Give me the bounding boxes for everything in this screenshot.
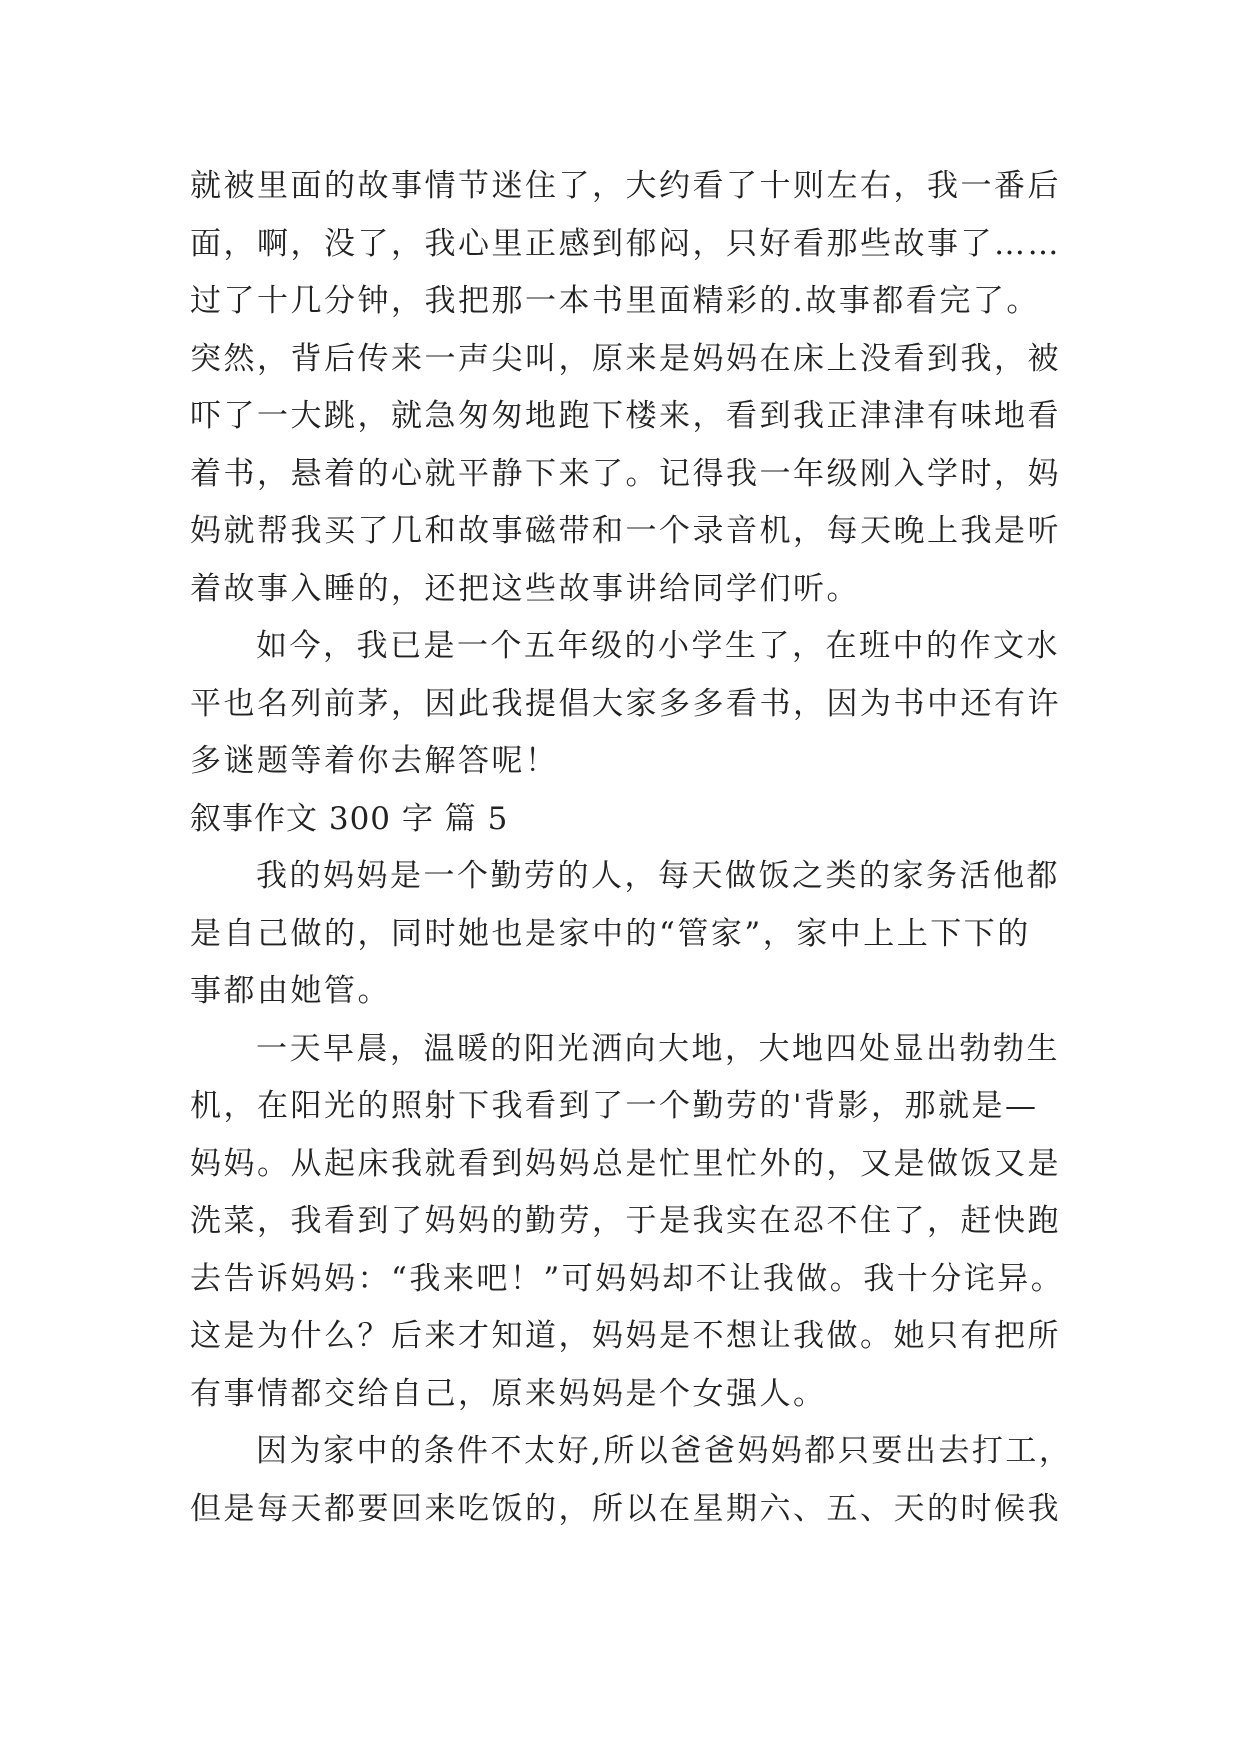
text-line: 平也名列前茅，因此我提倡大家多多看书，因为书中还有许 xyxy=(190,685,1061,722)
text-line: 突然，背后传来一声尖叫，原来是妈妈在床上没看到我，被 xyxy=(190,340,1061,377)
text-line: 着书，悬着的心就平静下来了。记得我一年级刚入学时，妈 xyxy=(190,455,1061,492)
text-line: 多谜题等着你去解答呢！ xyxy=(190,743,559,779)
text-line: 这是为什么？后来才知道，妈妈是不想让我做。她只有把所 xyxy=(190,1318,1061,1354)
text-line: 但是每天都要回来吃饭的，所以在星期六、五、天的时候我 xyxy=(190,1490,1061,1527)
document-body xyxy=(190,158,1073,1538)
text-line: 过了十几分钟，我把那一本书里面精彩的.故事都看完了。 xyxy=(190,283,1040,319)
section-heading: 叙事作文 300 字 篇 5 xyxy=(190,800,509,837)
paragraph-first-line: 一天早晨，温暖的阳光洒向大地，大地四处显出勃勃生 xyxy=(256,1030,1060,1067)
paragraph-first-line: 我的妈妈是一个勤劳的人，每天做饭之类的家务活他都 xyxy=(256,858,1060,894)
text-line: 妈就帮我买了几和故事磁带和一个录音机，每天晚上我是听 xyxy=(190,513,1061,549)
paragraph-first-line: 因为家中的条件不太好,所以爸爸妈妈都只要出去打工， xyxy=(256,1433,1073,1469)
text-line: 着故事入睡的，还把这些故事讲给同学们听。 xyxy=(190,570,860,607)
text-line: 妈妈。从起床我就看到妈妈总是忙里忙外的，又是做饭又是 xyxy=(190,1145,1061,1182)
text-line: 就被里面的故事情节迷住了，大约看了十则左右，我一番后 xyxy=(190,168,1061,204)
text-line: 有事情都交给自己，原来妈妈是个女强人。 xyxy=(190,1375,827,1412)
text-line: 事都由她管。 xyxy=(190,973,391,1009)
text-line: 去告诉妈妈：“我来吧！”可妈妈却不让我做。我十分诧异。 xyxy=(190,1260,1065,1297)
text-line: 面，啊，没了，我心里正感到郁闷，只好看那些故事了…… xyxy=(190,225,1061,262)
text-line: 是自己做的，同时她也是家中的“管家”，家中上上下下的 xyxy=(190,915,1031,952)
text-line: 机，在阳光的照射下我看到了一个勤劳的'背影，那就是— xyxy=(190,1088,1039,1124)
text-line: 洗菜，我看到了妈妈的勤劳，于是我实在忍不住了，赶快跑 xyxy=(190,1203,1061,1239)
text-line: 吓了一大跳，就急匆匆地跑下楼来，看到我正津津有味地看 xyxy=(190,398,1061,434)
paragraph-first-line: 如今，我已是一个五年级的小学生了，在班中的作文水 xyxy=(256,628,1060,664)
